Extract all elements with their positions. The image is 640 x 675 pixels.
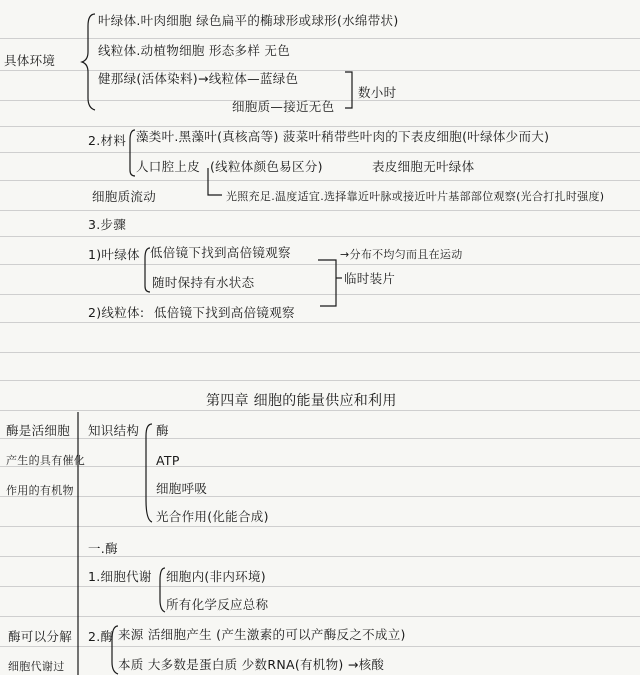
enzyme-nature: 本质 大多数是蛋白质 少数RNA(有机物) →核酸 [118, 657, 385, 672]
chapter-title: 第四章 细胞的能量供应和利用 [206, 393, 397, 409]
left-note-3: 作用的有机物 [6, 484, 74, 497]
material-line-2c: 表皮细胞无叶绿体 [372, 159, 475, 174]
left-note-1: 酶是活细胞 [6, 423, 71, 438]
knowledge-item-atp: ATP [156, 453, 180, 468]
mito-step-1: 低倍镜下找到高倍镜观察 [154, 305, 295, 320]
material-line-2b: (线粒体颜色易区分) [210, 159, 323, 174]
bottom-left-2: 细胞代谢过 [8, 660, 65, 673]
knowledge-item-enzyme: 酶 [156, 423, 169, 438]
temp-slide: 临时装片 [344, 271, 396, 286]
env-line-3: 健那绿(活体染料)→线粒体—蓝绿色 [98, 71, 299, 86]
env-label: 具体环境 [4, 53, 56, 68]
knowledge-item-photosynthesis: 光合作用(化能合成) [156, 509, 269, 524]
chloro-step-2: 随时保持有水状态 [152, 275, 255, 290]
material-line-1: 藻类叶.黑藻叶(真核高等) 菠菜叶稍带些叶肉的下表皮细胞(叶绿体少而大) [136, 129, 550, 144]
chloro-label: 1)叶绿体 [88, 247, 140, 262]
metab-label: 1.细胞代谢 [88, 569, 152, 584]
mito-label: 2)线粒体: [88, 305, 145, 320]
enzyme-source: 来源 活细胞产生 (产生激素的可以产酶反之不成立) [118, 627, 406, 642]
metab-item-2: 所有化学反应总称 [166, 597, 269, 612]
env-line-1: 叶绿体.叶肉细胞 绿色扁平的椭球形或球形(水绵带状) [98, 13, 399, 28]
material-line-3: 光照充足.温度适宜.选择靠近叶脉或接近叶片基部部位观察(光合打扎时强度) [226, 190, 605, 203]
material-label: 2.材料 [88, 133, 127, 148]
left-note-2: 产生的具有催化 [6, 454, 86, 467]
flow-label: 细胞质流动 [92, 189, 157, 204]
env-line-4: 细胞质—接近无色 [232, 99, 335, 114]
material-line-2a: 人口腔上皮 [136, 159, 201, 174]
env-bracket-note: 数小时 [358, 85, 397, 100]
knowledge-item-respiration: 细胞呼吸 [156, 481, 208, 496]
enzyme-heading: 一.酶 [88, 541, 118, 556]
bottom-left-1: 酶可以分解 [8, 629, 73, 644]
chloro-step-1: 低倍镜下找到高倍镜观察 [150, 245, 291, 260]
knowledge-label: 知识结构 [88, 423, 140, 438]
steps-label: 3.步骤 [88, 217, 127, 232]
enzyme-item-label: 2.酶 [88, 629, 114, 644]
metab-item-1: 细胞内(非内环境) [166, 569, 266, 584]
chloro-note: →分布不均匀而且在运动 [340, 248, 463, 261]
env-line-2: 线粒体.动植物细胞 形态多样 无色 [98, 43, 291, 58]
